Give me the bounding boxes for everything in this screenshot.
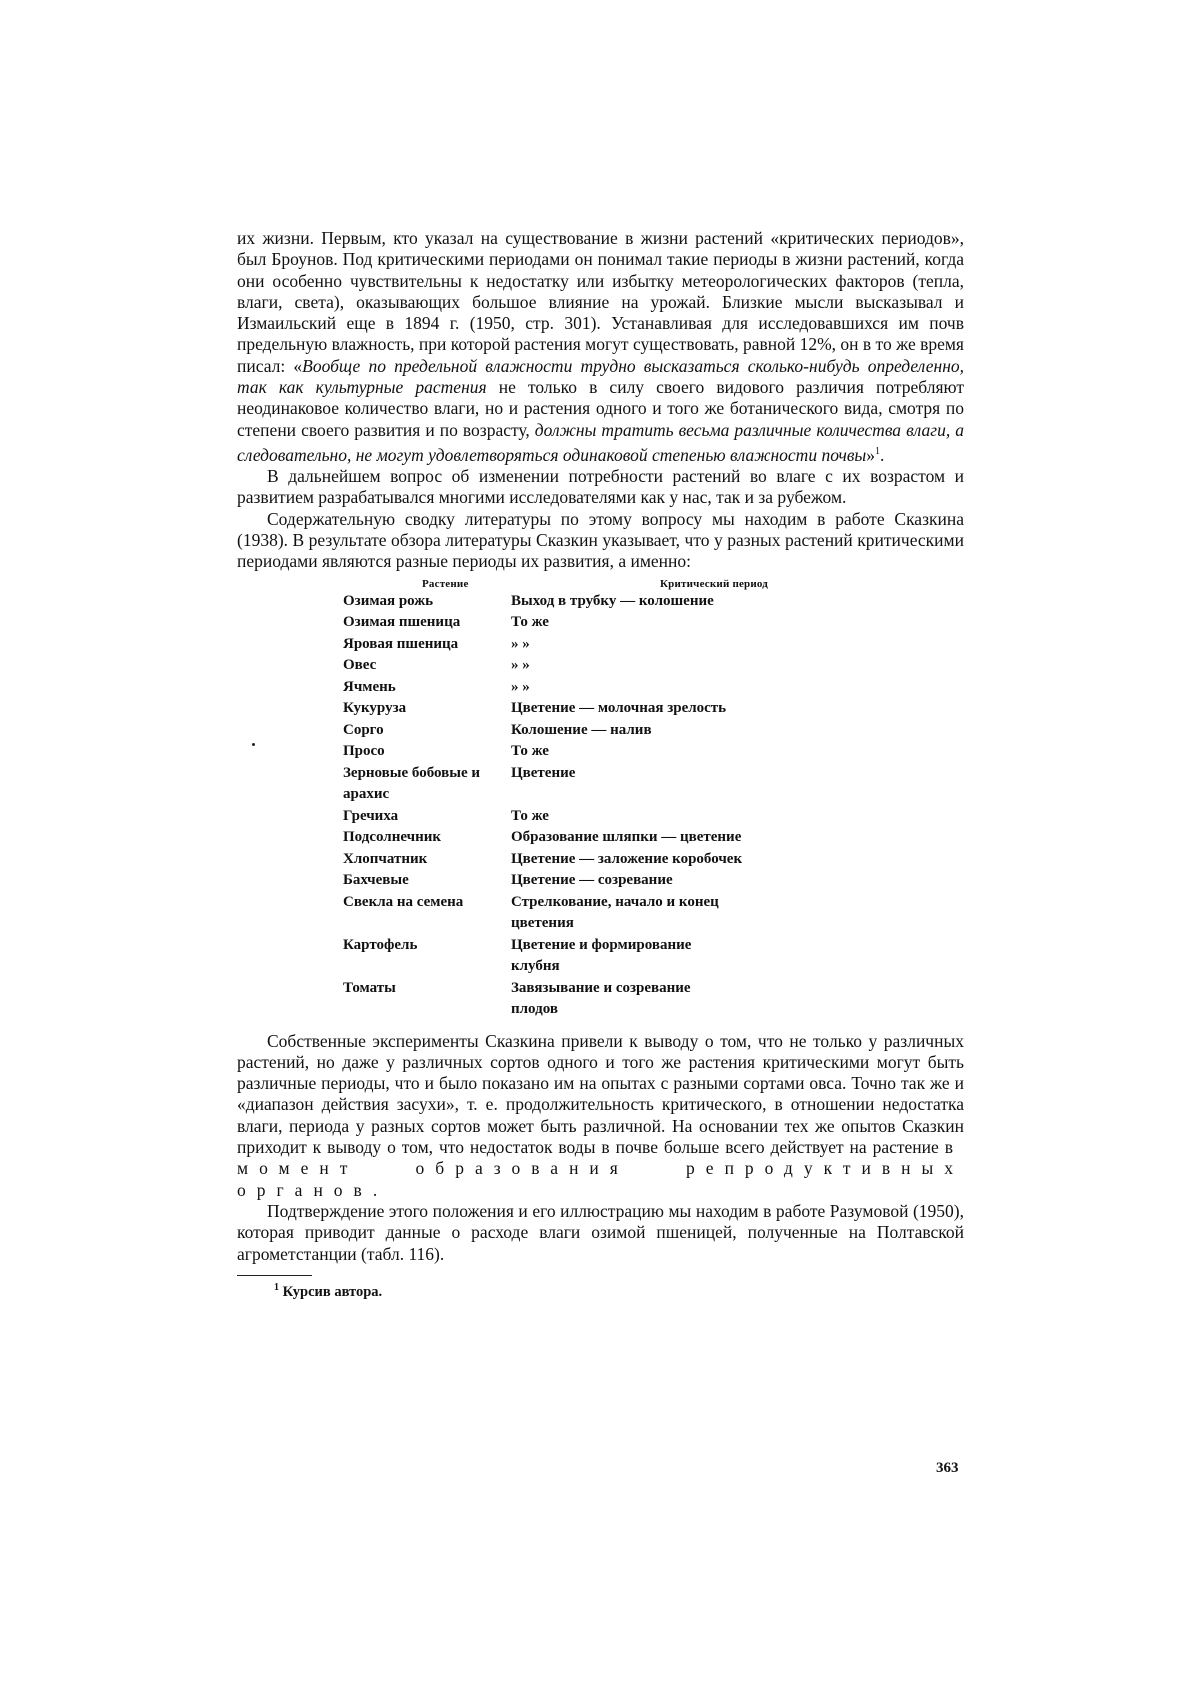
table-row [237,806,964,828]
table-cell-plant: Гречиха [343,807,399,824]
table-row [237,935,964,978]
paragraph-5: Подтверждение этого положения и его иллюстрацию мы находим в работе Разумовой (1950), которая приводит данные о расходе влаги озимой пшеницей, полученные на Полтавской агрометстанции (табл. 116). [237,1200,964,1264]
table-cell-period: Цветение и формирование клубня [511,936,692,975]
table-row [237,591,964,613]
table-cell-period: То же [511,614,549,631]
table-cell-period: Цветение — созревание [511,872,673,889]
table-cell-period: » » [511,635,530,652]
table-cell-period: То же [511,807,549,824]
paragraph-4-end: . [372,1179,378,1200]
table-header [237,577,964,591]
table-row [237,634,964,656]
footnote-reference: 1 [875,445,881,457]
paragraph-4 [237,1031,964,1201]
table-cell-plant: Подсолнечник [343,829,442,846]
table-header-plant: Растение [422,577,469,590]
table-row [237,870,964,892]
paragraph-1-italic-quote-1: Вообще по предельной влажности трудно высказаться сколько-нибудь определенно, так как культурные растения [237,355,964,398]
paragraph-4-text: Собственные эксперименты Сказкина привели к выводу о том, что не только у различных растений, но даже у различных сортов одного и того же растения критическими могут быть различные периоды, что и было показано им на опытах с разными сортами овса. Точно так же и «диапазон действия засухи», т. е. продолжительность критического, в отношении недостатка влаги, периода у разных сортов может быть различной. На основании тех же опытов Сказкин приходит к выводу о том, что недостаток воды в почве больше всего действует на растение [237,1030,964,1158]
footnote-divider [237,1275,312,1276]
table-row [237,677,964,699]
paragraph-1-italic-quote-2: должны тратить весьма различные количества влаги, а следовательно, не могут удовлетворяться одинаковой степенью влажности почвы [237,419,964,465]
table-cell-plant: Томаты [343,979,396,996]
table-cell-plant: Свекла на семена [343,893,464,910]
table-row [237,763,964,806]
table-row [237,827,964,849]
table-cell-period: То же [511,743,549,760]
table-cell-period: Выход в трубку — колошение [511,592,714,609]
table-cell-plant: Овес [343,657,377,674]
table-header-period: Критический период [660,577,769,590]
table-cell-plant: Зерновые бобовые и арахис [343,764,480,803]
table-cell-plant: Озимая пшеница [343,614,461,631]
table-row [237,720,964,742]
table-cell-plant: Озимая рожь [343,592,434,609]
table-cell-period: Цветение — заложение коробочек [511,850,743,867]
table-cell-plant: Ячмень [343,678,396,695]
paragraph-1-end: . [880,444,885,465]
paragraph-4-spaced-emphasis: в момент образования репродуктивных органов [237,1137,964,1200]
table-row [237,612,964,634]
table-cell-period: » » [511,678,530,695]
paragraph-1-text-c: » [866,444,876,465]
table-cell-period: Образование шляпки — цветение [511,829,742,846]
table-row [237,655,964,677]
table-row [237,892,964,935]
table-cell-plant: Просо [343,743,385,760]
table-cell-period: Стрелкование, начало и конец цветения [511,893,719,932]
table-cell-period: Завязывание и созревание плодов [511,979,691,1018]
table-cell-period: » » [511,657,530,674]
table-cell-period: Цветение — молочная зрелость [511,700,727,717]
page-number: 363 [936,1460,959,1476]
paragraph-1-text-b: не только в силу своего видового различия потребляют неодинаковое количество влаги, но и растения одного и того же ботанического вида, смотря по степени своего развития и по возрасту, [237,377,964,440]
table-cell-plant: Кукуруза [343,700,407,717]
paragraph-1-text-a: их жизни. Первым, кто указал на существование в жизни растений «критических периодов», был Броунов. Под критическими периодами он понимал такие периоды в жизни растений, когда они особенно чувствительны к недостатку или избытку метеорологических факторов (тепла, влаги, света), оказывающих большое влияние на урожай. Близкие мысли высказывал и Измаильский еще в 1894 г. (1950, стр. 301). Устанавливая для исследовавшихся им почв предельную влажность, при которой растения могут существовать, равной 12%, он в то же время писал: « [237,228,964,376]
table-row [237,978,964,1021]
table-row [237,698,964,720]
critical-periods-table [237,577,964,1021]
table-rows [237,591,964,1021]
table-cell-plant: Сорго [343,721,384,738]
page-body [237,228,964,1301]
footnote-text: Курсив автора. [282,1283,383,1300]
table-row [237,741,964,763]
footnote [237,1282,964,1301]
paragraph-1 [237,228,964,466]
table-cell-plant: Картофель [343,936,418,953]
table-row [237,849,964,871]
table-cell-plant: Бахчевые [343,872,409,889]
footnote-mark: 1 [274,1281,279,1293]
stray-dot-mark [252,743,255,746]
paragraph-2: В дальнейшем вопрос об изменении потребности растений во влаге с их возрастом и развитием разрабатывался многими исследователями как у нас, так и за рубежом. [237,466,964,508]
paragraph-3: Содержательную сводку литературы по этому вопросу мы находим в работе Сказкина (1938). В результате обзора литературы Сказкин указывает, что у разных растений критическими периодами являются разные периоды их развития, а именно: [237,508,964,572]
table-cell-period: Колошение — налив [511,721,652,738]
table-cell-plant: Яровая пшеница [343,635,459,652]
table-cell-plant: Хлопчатник [343,850,428,867]
table-cell-period: Цветение [511,764,576,781]
